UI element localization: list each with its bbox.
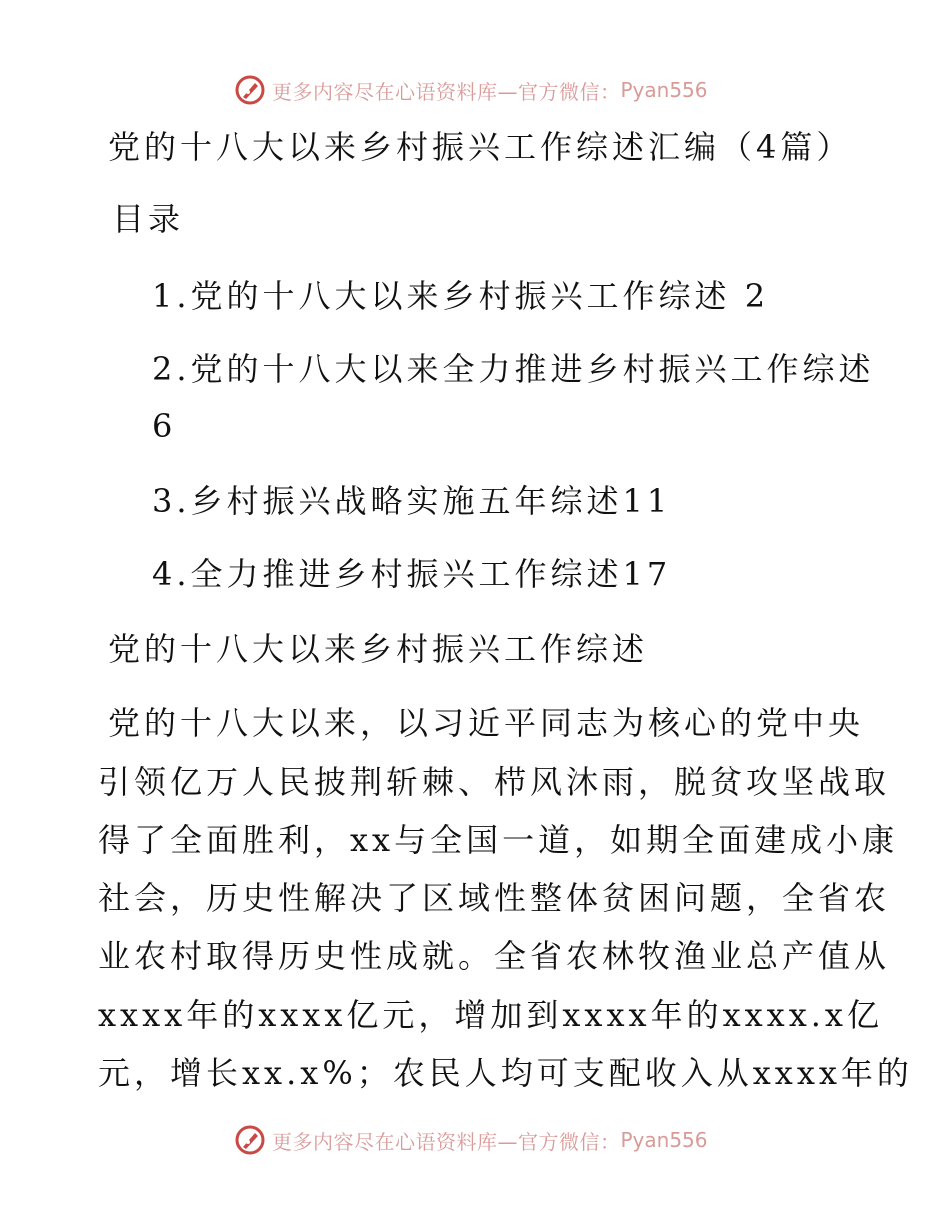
pen-logo-icon xyxy=(234,74,266,106)
header-banner xyxy=(0,70,950,110)
body-line: 党的十八大以来，以习近平同志为核心的党中央 xyxy=(108,704,865,742)
body-line: 引领亿万人民披荆斩棘、栉风沐雨，脱贫攻坚战取 xyxy=(98,763,891,801)
banner-handle: Pyan556 xyxy=(620,1128,708,1152)
body-line: xxxx年的xxxx亿元，增加到xxxx年的xxxx.x亿 xyxy=(98,996,883,1034)
banner-text: 更多内容尽在心语资料库—官方微信： xyxy=(272,1129,621,1154)
footer-banner xyxy=(0,1120,950,1160)
banner-handle: Pyan556 xyxy=(620,78,708,102)
toc-heading: 目录 xyxy=(112,200,185,238)
toc-item-page: 6 xyxy=(152,407,177,445)
toc-item: 4.全力推进乡村振兴工作综述17 xyxy=(152,555,672,593)
pen-logo-icon xyxy=(234,1124,266,1156)
body-line: 得了全面胜利，xx与全国一道，如期全面建成小康 xyxy=(98,821,899,859)
body-line: 元，增长xx.x%；农民人均可支配收入从xxxx年的 xyxy=(98,1054,913,1092)
section-title: 党的十八大以来乡村振兴工作综述 xyxy=(108,630,649,668)
toc-item: 3.乡村振兴战略实施五年综述11 xyxy=(152,482,672,520)
body-line: 业农村取得历史性成就。全省农林牧渔业总产值从 xyxy=(98,937,891,975)
toc-item: 1.党的十八大以来乡村振兴工作综述 2 xyxy=(152,277,770,315)
body-line: 社会，历史性解决了区域性整体贫困问题，全省农 xyxy=(98,879,891,917)
document-title: 党的十八大以来乡村振兴工作综述汇编（4篇） xyxy=(108,128,853,166)
toc-item: 2.党的十八大以来全力推进乡村振兴工作综述 xyxy=(152,350,875,388)
banner-text: 更多内容尽在心语资料库—官方微信： xyxy=(272,79,621,104)
